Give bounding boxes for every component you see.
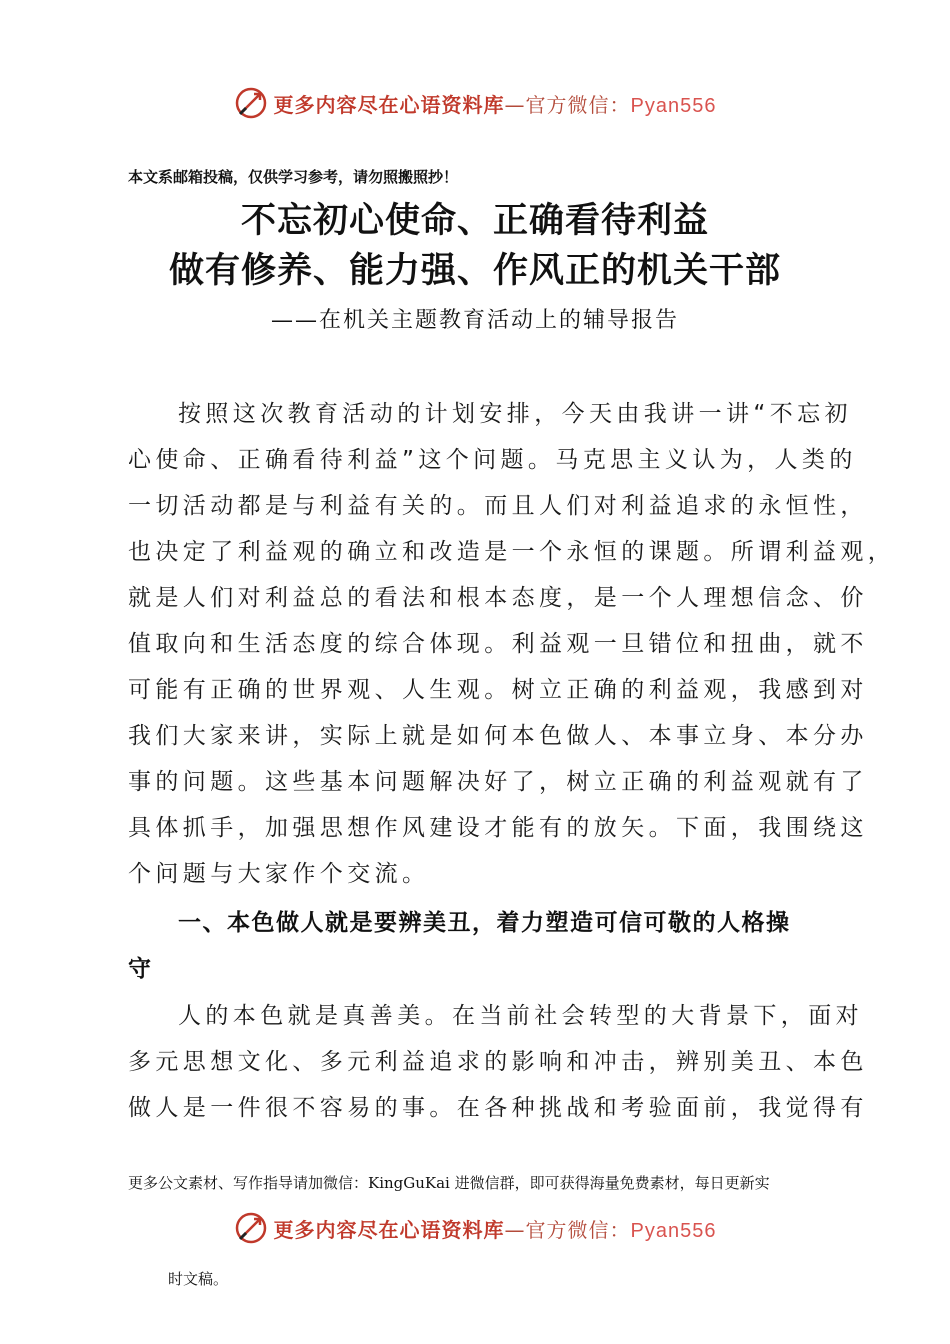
paragraph-line: 按照这次教育活动的计划安排，今天由我讲一讲“不忘初	[178, 401, 852, 427]
paragraph-line: 一切活动都是与利益有关的。而且人们对利益追求的永恒性，	[128, 493, 868, 519]
bottom-watermark	[0, 1208, 950, 1248]
document-subtitle: ——在机关主题教育活动上的辅导报告	[270, 308, 679, 333]
document-title-line-2: 做有修养、能力强、作风正的机关干部	[168, 250, 781, 291]
paragraph-line: 也决定了利益观的确立和改造是一个永恒的课题。所谓利益观，	[128, 539, 896, 565]
paragraph-line: 具体抓手，加强思想作风建设才能有的放矢。下面，我围绕这	[128, 815, 868, 841]
paragraph-line: 事的问题。这些基本问题解决好了，树立正确的利益观就有了	[128, 769, 868, 795]
paragraph-line: 值取向和生活态度的综合体现。利益观一旦错位和扭曲，就不	[128, 631, 868, 657]
paragraph-line: 我们大家来讲，实际上就是如何本色做人、本事立身、本分办	[128, 723, 868, 749]
section-heading-1: 一、本色做人就是要辨美丑，着力塑造可信可敬的人格操	[178, 910, 791, 936]
paragraph-line: 多元思想文化、多元利益追求的影响和冲击，辨别美丑、本色	[128, 1049, 868, 1075]
pen-logo-icon	[234, 1211, 268, 1245]
paragraph-line: 可能有正确的世界观、人生观。树立正确的利益观，我感到对	[128, 677, 868, 703]
watermark-official-label: 官方微信：	[525, 1217, 631, 1242]
footer-promo-text-continued: 时文稿。	[168, 1270, 229, 1288]
paragraph-line: 人的本色就是真善美。在当前社会转型的大背景下，面对	[178, 1003, 863, 1029]
paragraph-line: 个问题与大家作个交流。	[128, 861, 430, 887]
top-watermark	[0, 83, 950, 123]
paragraph-line: 心使命、正确看待利益”这个问题。马克思主义认为，人类的	[128, 447, 857, 473]
watermark-wechat-id: Pyan556	[630, 1219, 717, 1242]
watermark-separator: —	[504, 92, 526, 117]
watermark-main-text: 更多内容尽在心语资料库	[273, 1217, 505, 1242]
watermark-separator: —	[504, 1217, 526, 1242]
watermark-wechat-id: Pyan556	[630, 94, 717, 117]
watermark-official-label: 官方微信：	[525, 92, 631, 117]
document-title-line-1: 不忘初心使命、正确看待利益	[240, 200, 709, 241]
paragraph-line: 做人是一件很不容易的事。在各种挑战和考验面前，我觉得有	[128, 1095, 868, 1121]
copyright-notice: 本文系邮箱投稿，仅供学习参考，请勿照搬照抄！	[128, 168, 459, 186]
section-heading-1-continued: 守	[128, 956, 153, 982]
paragraph-line: 就是人们对利益总的看法和根本态度，是一个人理想信念、价	[128, 585, 868, 611]
watermark-main-text: 更多内容尽在心语资料库	[273, 92, 505, 117]
pen-logo-icon	[234, 86, 268, 120]
footer-promo-text: 更多公文素材、写作指导请加微信：KingGuKai 进微信群，即可获得海量免费素材，每日更新实	[128, 1174, 770, 1192]
